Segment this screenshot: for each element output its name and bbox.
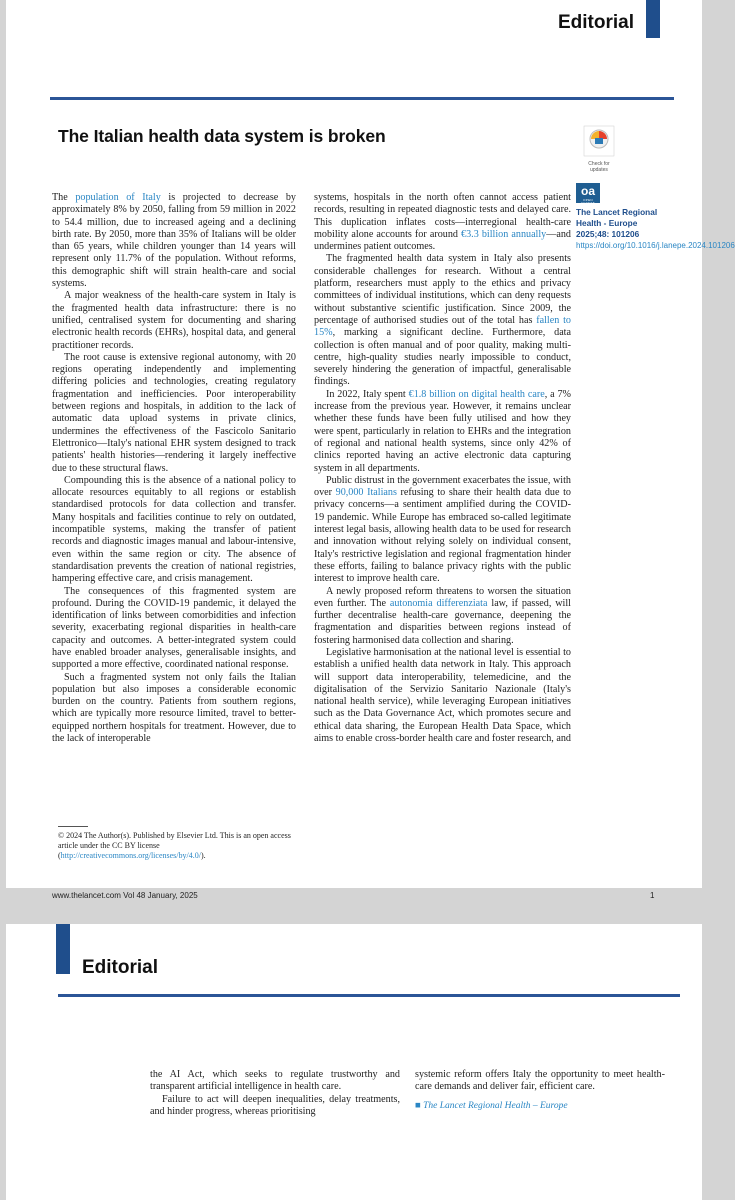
cost-link[interactable]: €3.3 billion annually: [461, 228, 547, 240]
check-updates-icon: [584, 126, 614, 156]
text-run: ).: [200, 851, 206, 860]
paragraph: [52, 192, 296, 290]
text-run: —and undermines patient outcomes.: [314, 228, 571, 253]
article-title: The Italian health data system is broken: [58, 126, 386, 146]
text-run: The: [52, 192, 76, 203]
paragraph: Such a fragmented system not only fails the Italian population but also imposes a considerable economic burden on the country. Patients from southern regions, which are typically more resource limited, travel to better-equipped northern hospitals for treatment. However, due to the lack of interoperable: [52, 671, 296, 745]
text-run: , marking a significant decline. Furthermore, data collection is often manual and of poor quality, making multi-centre, high-quality studies nearly impossible to conduct, severely hindering the generation of impactful, generalisable findings.: [314, 327, 571, 388]
article-sidebar: [576, 126, 735, 251]
corner-color-tab: [646, 0, 660, 38]
paragraph: Legislative harmonisation at the national level is essential to establish a unified health data network in Italy. This approach will support data interoperability, telemedicine, and the digitalisation of the Servizio Sanitario Nazionale (Italy's national health service), while leveraging European initiatives such as the Data Governance Act, which promotes secure and ethical data sharing, the European Health Data Space, which aims to enable cross-border health care and foster research, and: [314, 646, 571, 745]
italians-link[interactable]: 90,000 Italians: [335, 487, 397, 499]
text-column-left: [150, 1069, 400, 1118]
autonomia-link[interactable]: autonomia differenziata: [389, 597, 488, 609]
text-column-right: [415, 1069, 665, 1112]
paragraph: A major weakness of the health-care system in Italy is the fragmented health data infrastructure: there is no unified, centralised system for documenting and sharing electronic health records (EHRs), hospital data, and general practitioner records.: [52, 290, 296, 351]
open-access-icon-text: oa: [580, 184, 595, 198]
text-column-left: [52, 192, 296, 745]
paragraph: [314, 389, 571, 475]
article-page-2: [6, 924, 702, 1200]
text-column-right: [314, 192, 571, 745]
text-run: is projected to decrease by approximately 8% by 2050, falling from 59 million in 2022 to 54.4 million, due to increased ageing and a declining birth rate. By 2050, more than 35% of Italians will be older than 65 years, while children younger than 14 years will represent only 11.7% of the population. Without reforms, this demographic shift will strain health-care and social systems.: [52, 192, 296, 290]
text-run: systems, hospitals in the north often cannot access patient records, resulting in repeated diagnostic tests and delayed care. This duplication inflates costs—interregional health-care mobility alone accounts for around: [314, 192, 571, 240]
text-run: , a 7% increase from the previous year. However, it remains unclear whether these funds have been fully utilised and how they were spent, particularly in relation to EHRs and the integration of regional and national health systems, since only 42% of clinics reported having an active electronic data capturing system in all departments.: [314, 388, 571, 474]
journal-name: The Lancet Regional Health - Europe: [576, 207, 658, 228]
spending-link[interactable]: €1.8 billion on digital health care: [408, 388, 545, 400]
paragraph: [314, 192, 571, 253]
paragraph: The consequences of this fragmented system are profound. During the COVID-19 pandemic, it delayed the identification of links between comorbidities and infection severity, exacerbating regional disparities in health-care capacity and outcomes. A better-integrated system could have enabled broader analyses, generalisable insights, and supported a more effective, coordinated national response.: [52, 585, 296, 671]
footnote-rule: [58, 826, 88, 827]
article-page-1: [6, 0, 735, 888]
header-rule: [58, 994, 680, 997]
text-run: Public distrust in the government exacerbates the issue, with over: [314, 474, 571, 499]
paragraph: [314, 586, 571, 647]
open-access-sub: OPEN ACCESS: [580, 198, 596, 205]
journal-signoff: ■ The Lancet Regional Health – Europe: [415, 1100, 568, 1111]
paragraph: The root cause is extensive regional autonomy, with 20 regions operating independently and implementing differing policies and technologies, creating regulatory fragmentation and inefficiencies. Poor interoperability between regions and hospitals, in addition to the lack of automatic data upload systems in private clinics, undermines the effectiveness of the Fascicolo Sanitario Elettronico—Italy's national EHR system designed to track patients' health histories—rendering it largely ineffective due to these structural flaws.: [52, 351, 296, 474]
paragraph: Compounding this is the absence of a national policy to allocate resources equitably to all regions or establish standardised protocols for data collection and transfer. Many hospitals and facilities continue to rely on outdated, incompatible systems, making the transfer of patient records and diagnostic images manual and labour-intensive, even within the same region or city. The absence of standardisation prevents the creation of national registries, hampering effective care, and crisis management.: [52, 474, 296, 585]
header-rule: [50, 97, 674, 100]
license-link[interactable]: http://creativecommons.org/licenses/by/4.0/: [60, 851, 201, 860]
text-run: The fragmented health data system in Italy also presents considerable challenges for research. Without a central platform, researchers must apply to the ethics and privacy committees of individual institutions, which can deny requests without substantive scientific justification. Since 2009, the percentage of authorised studies out of the total has: [314, 253, 571, 326]
check-updates-label: Check for updates: [588, 161, 610, 173]
doi-link[interactable]: https://doi.org/10.1016/j.lanepe.2024.101206: [576, 241, 735, 250]
paragraph: systemic reform offers Italy the opportunity to meet health-care demands and deliver fair, efficient care.: [415, 1069, 665, 1093]
population-link[interactable]: population of Italy: [75, 192, 161, 203]
text-run: In 2022, Italy spent: [326, 388, 409, 400]
section-label: Editorial: [82, 957, 159, 978]
open-access-badge: [576, 183, 600, 203]
page-number: 1: [650, 891, 655, 900]
paragraph: [314, 253, 571, 388]
text-run: law, if passed, will further decentralise health-care governance, deepening the fragmentation and disparities between regions instead of fostering harmonised data collection and sharing.: [314, 597, 571, 646]
page-footer: www.thelancet.com Vol 48 January, 2025: [52, 891, 198, 900]
paragraph: Failure to act will deepen inequalities, delay treatments, and hinder progress, whereas prioritising: [150, 1093, 400, 1117]
check-for-updates-badge[interactable]: [584, 126, 614, 173]
paragraph: the AI Act, which seeks to regulate trustworthy and transparent artificial intelligence in health care.: [150, 1069, 400, 1093]
text-run: refusing to share their health data due to privacy concerns—a sentiment amplified during the COVID-19 pandemic. While Europe has embraced so-called legitimate interest legal basis, allowing health data to be used for research and innovation without relying solely on individual consent, Italy's restrictive legislation and regional fragmentation hinder these efforts, failing to balance privacy rights with the public interest to improve health care.: [314, 487, 571, 585]
paragraph: [314, 475, 571, 586]
license-footnote: [58, 831, 304, 861]
studies-link[interactable]: fallen to 15%: [314, 314, 571, 339]
journal-volume: 2025;48: 101206: [576, 229, 640, 239]
section-label: Editorial: [558, 12, 635, 33]
corner-color-tab: [56, 924, 70, 974]
text-run: A newly proposed reform threatens to worsen the situation even further. The: [314, 585, 571, 609]
text-run: © 2024 The Author(s). Published by Elsevier Ltd. This is an open access article under the CC BY license (: [58, 831, 291, 860]
